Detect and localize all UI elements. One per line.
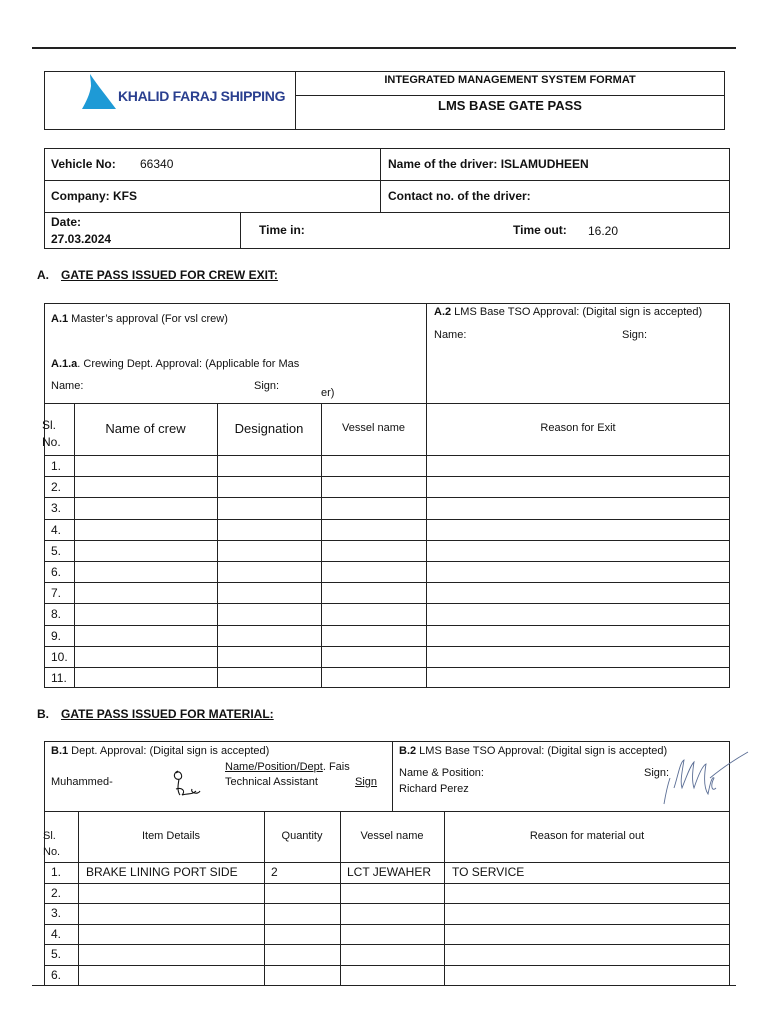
a2-name-label: Name: — [434, 329, 467, 341]
section-a-title: GATE PASS ISSUED FOR CREW EXIT: — [61, 268, 278, 282]
crew-row-sl: 11. — [51, 671, 67, 685]
material-row-rule — [44, 883, 730, 884]
company-logo — [78, 72, 118, 112]
crew-row-rule — [44, 603, 730, 604]
a2-sign-label: Sign: — [622, 329, 648, 341]
material-row-sl: 1. — [51, 865, 62, 879]
a2-num: A.2 — [434, 306, 452, 318]
crew-col-reason: Reason for Exit — [540, 422, 616, 434]
vehicle-row-rule-2 — [44, 212, 730, 213]
crew-row-sl: 1. — [51, 459, 62, 473]
material-row-rule — [44, 965, 730, 966]
material-col-quantity: Quantity — [281, 830, 323, 842]
driver-name-label: Name of the driver: ISLAMUDHEEN — [388, 157, 589, 171]
a1-text: Master’s approval (For vsl crew) — [68, 313, 228, 325]
b2-sign-label: Sign: — [644, 767, 670, 779]
crew-col-sl: Sl. — [42, 418, 57, 432]
b1-position-label: Name/Position/Dept — [225, 761, 323, 773]
a2-text: LMS Base TSO Approval: (Digital sign is accepted) — [451, 306, 703, 318]
bottom-rule — [32, 985, 736, 986]
section-b-prefix: B. — [37, 707, 49, 721]
a1-name-label: Name: — [51, 380, 84, 392]
time-out-label: Time out: — [513, 223, 567, 237]
crew-row-sl: 7. — [51, 586, 62, 601]
b1-sign-label: Sign — [355, 776, 378, 788]
crew-row-rule — [44, 519, 730, 520]
digital-signature-icon — [660, 748, 750, 818]
crew-col-name: Name of crew — [105, 421, 186, 436]
material-col-reason: Reason for material out — [529, 830, 645, 842]
b2-signature — [660, 748, 750, 818]
material-head-rule — [44, 862, 730, 863]
crew-head-rule — [44, 455, 730, 456]
vehicle-col-rule-1 — [380, 148, 381, 212]
date-label: Date: — [51, 215, 82, 229]
vehicle-no-value: 66340 — [140, 157, 174, 171]
b2-text: LMS Base TSO Approval: (Digital sign is accepted) — [416, 745, 668, 757]
material-row-sl: 6. — [51, 968, 62, 982]
crew-row-sl: 6. — [51, 565, 62, 579]
section-a-prefix: A. — [37, 268, 49, 282]
a1-num: A.1 — [51, 313, 69, 325]
b1-position-suffix: . Fais — [322, 761, 350, 773]
crew-row-sl: 3. — [51, 501, 62, 516]
vehicle-row-rule-1 — [44, 180, 730, 181]
material-row-sl: 5. — [51, 947, 62, 962]
material-col-sl: Sl. — [43, 830, 56, 842]
crew-row-rule — [44, 540, 730, 541]
a1-sign-label: Sign: — [254, 380, 280, 392]
crew-row-rule — [44, 667, 730, 668]
crew-row-sl: 8. — [51, 607, 62, 622]
b1-approval — [51, 745, 269, 758]
date-value: 27.03.2024 — [51, 232, 112, 246]
material-col-vessel: Vessel name — [360, 830, 424, 842]
material-col-no: No. — [43, 846, 61, 858]
company-name: KHALID FARAJ SHIPPING — [118, 88, 286, 104]
b1-position — [225, 761, 350, 774]
crew-approval-divider — [426, 303, 427, 404]
vehicle-col-rule-2 — [240, 212, 241, 249]
crew-row-sl: 5. — [51, 543, 62, 558]
crew-col-no: No. — [42, 435, 61, 449]
b1-person: Muhammed- — [51, 776, 113, 788]
material-row-rule — [44, 903, 730, 904]
section-b-title: GATE PASS ISSUED FOR MATERIAL: — [61, 707, 274, 721]
a1-approval — [51, 313, 228, 326]
material-row-reason: TO SERVICE — [452, 865, 525, 879]
b1-num: B.1 — [51, 745, 69, 757]
top-rule — [32, 47, 736, 49]
a1a-wrap-text: er) — [321, 387, 335, 399]
a2-approval — [434, 306, 702, 319]
material-approval-divider — [392, 741, 393, 812]
crew-row-sl: 4. — [51, 522, 62, 537]
material-row-sl: 3. — [51, 906, 62, 921]
crew-row-sl: 2. — [51, 480, 62, 495]
material-row-quantity: 2 — [271, 865, 278, 879]
crew-col-vessel: Vessel name — [342, 422, 405, 434]
material-col-item: Item Details — [141, 830, 201, 842]
vehicle-no-label: Vehicle No: — [51, 157, 116, 171]
b2-num: B.2 — [399, 745, 417, 757]
material-row-rule — [44, 944, 730, 945]
company-label: Company: KFS — [51, 189, 138, 203]
crew-col-designation: Designation — [234, 421, 304, 436]
time-out-value: 16.20 — [588, 224, 619, 238]
time-in-label: Time in: — [259, 223, 305, 237]
shark-fin-logo-icon — [78, 72, 118, 112]
crew-row-rule — [44, 646, 730, 647]
material-row-sl: 4. — [51, 926, 62, 941]
crew-row-sl: 10. — [51, 649, 68, 664]
material-row-sl: 2. — [51, 885, 62, 900]
material-row-item: BRAKE LINING PORT SIDE — [86, 865, 238, 879]
b1-text: Dept. Approval: (Digital sign is accepted) — [68, 745, 270, 757]
b1-role: Technical Assistant — [225, 776, 318, 788]
crew-row-sl: 9. — [51, 628, 62, 643]
b2-approval — [399, 745, 667, 758]
format-title: INTEGRATED MANAGEMENT SYSTEM FORMAT — [384, 74, 636, 86]
b2-name: Richard Perez — [399, 783, 469, 795]
a1a-approval — [51, 358, 299, 371]
b1-signature — [168, 765, 204, 801]
contact-label: Contact no. of the driver: — [388, 189, 531, 203]
b2-name-label: Name & Position: — [399, 767, 484, 779]
material-row-vessel: LCT JEWAHER — [347, 865, 432, 879]
crew-row-rule — [44, 476, 730, 477]
crew-row-rule — [44, 561, 730, 562]
doc-title: LMS BASE GATE PASS — [438, 98, 582, 113]
a1a-text: . Crewing Dept. Approval: (Applicable for Mas — [77, 358, 300, 370]
crew-row-rule — [44, 582, 730, 583]
header-mid-rule — [295, 95, 725, 96]
material-row-rule — [44, 924, 730, 925]
crew-row-rule — [44, 625, 730, 626]
a1a-num: A.1.a — [51, 358, 78, 370]
handwritten-signature-icon — [168, 765, 204, 801]
crew-row-rule — [44, 497, 730, 498]
